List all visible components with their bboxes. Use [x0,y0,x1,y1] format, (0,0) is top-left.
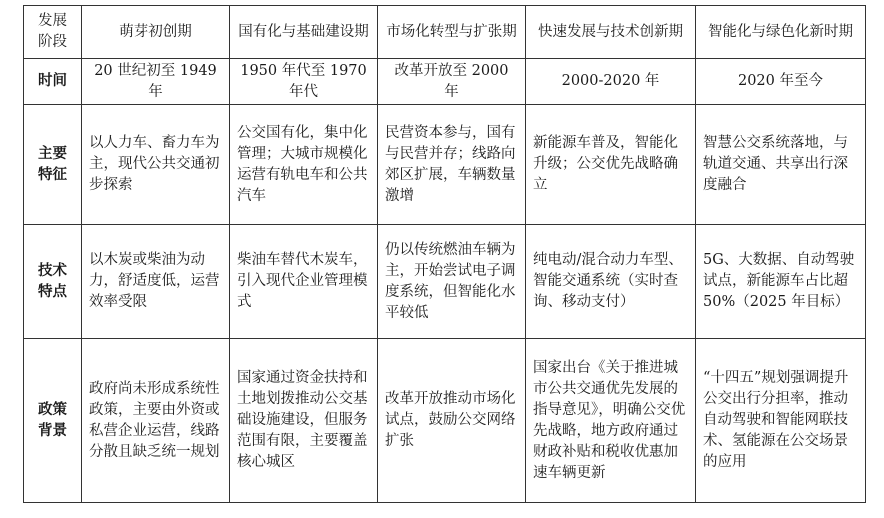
table-cell: 智慧公交系统落地，与轨道交通、共享出行深度融合 [696,105,866,225]
stage-header-3: 市场化转型与扩张期 [378,6,526,59]
stage-header-5: 智能化与绿色化新时期 [696,6,866,59]
table-cell: 公交国有化，集中化管理；大城市规模化运营有轨电车和公共汽车 [230,105,378,225]
table-cell: 1950 年代至 1970 年代 [230,59,378,105]
row-label-technology: 技术特点 [24,225,82,339]
table-cell: 2000-2020 年 [526,59,696,105]
table-cell: 政府尚未形成系统性政策，主要由外资或私营企业运营，线路分散且缺乏统一规划 [82,339,230,503]
table-cell: 仍以传统燃油车辆为主，开始尝试电子调度系统，但智能化水平较低 [378,225,526,339]
table-cell: 国家出台《关于推进城市公共交通优先发展的指导意见》，明确公交优先战略，地方政府通过财政补贴和税收优惠加速车辆更新 [526,339,696,503]
development-stages-table [23,5,866,503]
corner-header: 发展阶段 [24,6,82,59]
header-row [24,6,866,59]
stage-header-4: 快速发展与技术创新期 [526,6,696,59]
table-cell: 以木炭或柴油为动力，舒适度低，运营效率受限 [82,225,230,339]
table-cell: 改革开放至 2000 年 [378,59,526,105]
stage-header-1: 萌芽初创期 [82,6,230,59]
table-cell: 国家通过资金扶持和土地划拨推动公交基础设施建设，但服务范围有限，主要覆盖核心城区 [230,339,378,503]
table-container [23,5,866,503]
row-label-time: 时间 [24,59,82,105]
table-row [24,225,866,339]
table-row [24,339,866,503]
table-row [24,105,866,225]
table-cell: 新能源车普及，智能化升级；公交优先战略确立 [526,105,696,225]
table-cell: 20 世纪初至 1949 年 [82,59,230,105]
table-cell: 改革开放推动市场化试点，鼓励公交网络扩张 [378,339,526,503]
table-cell: 纯电动/混合动力车型、智能交通系统（实时查询、移动支付） [526,225,696,339]
table-row [24,59,866,105]
table-cell: 以人力车、畜力车为主，现代公共交通初步探索 [82,105,230,225]
stage-header-2: 国有化与基础建设期 [230,6,378,59]
table-cell: 民营资本参与，国有与民营并存；线路向郊区扩展，车辆数量激增 [378,105,526,225]
row-label-policy: 政策背景 [24,339,82,503]
table-cell: 柴油车替代木炭车，引入现代企业管理模式 [230,225,378,339]
table-cell: “十四五”规划强调提升公交出行分担率，推动自动驾驶和智能网联技术、氢能源在公交场景的应用 [696,339,866,503]
row-label-features: 主要特征 [24,105,82,225]
table-cell: 5G、大数据、自动驾驶试点，新能源车占比超 50%（2025 年目标） [696,225,866,339]
table-cell: 2020 年至今 [696,59,866,105]
